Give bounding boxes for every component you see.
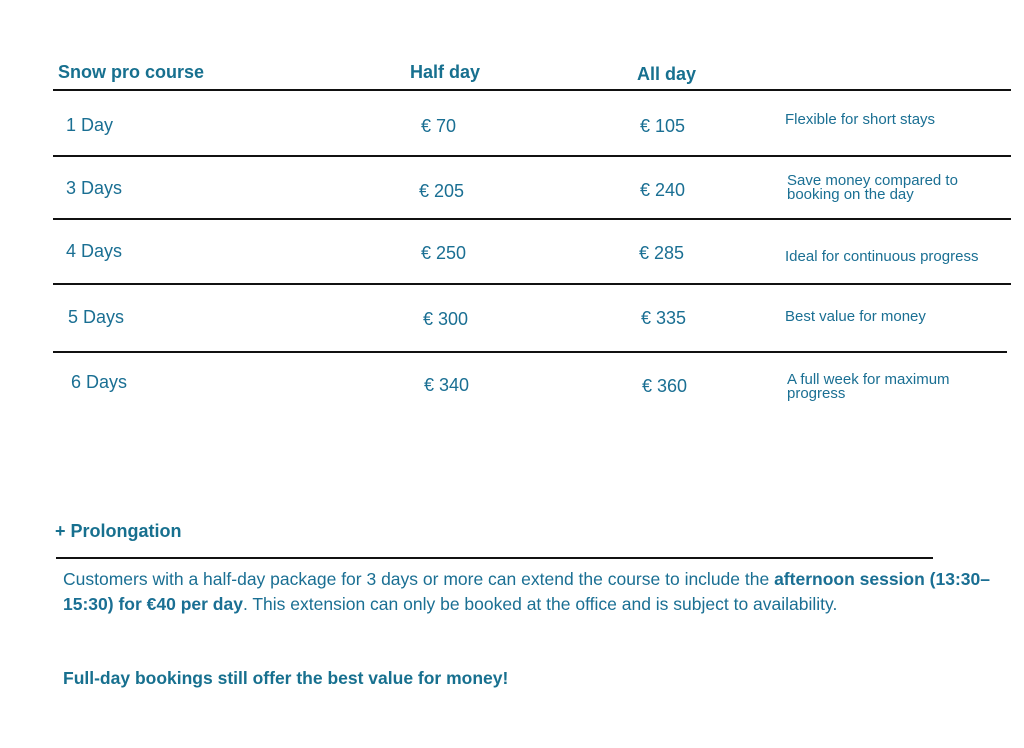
row-1-full-price: € 105 bbox=[640, 116, 686, 136]
row-1-divider bbox=[53, 155, 1011, 157]
prolongation-text-before: Customers with a half-day package for 3 days or more can extend the course to include the bbox=[63, 569, 775, 589]
row-1-note: Flexible for short stays bbox=[785, 111, 936, 128]
closing-statement: Full-day bookings still offer the best value for money! bbox=[63, 668, 509, 688]
header-course: Snow pro course bbox=[58, 62, 205, 82]
row-4-note: Best value for money bbox=[785, 308, 926, 325]
prolongation-paragraph bbox=[63, 567, 1003, 617]
prolongation-divider bbox=[56, 557, 933, 559]
row-3-days: 4 Days bbox=[66, 241, 123, 261]
prolongation-text-bold: afternoon session (13:30–15:30) for €40 per day bbox=[63, 569, 990, 614]
row-5-full-price: € 360 bbox=[642, 376, 688, 396]
row-2-full-price: € 240 bbox=[640, 180, 686, 200]
row-3-half-price: € 250 bbox=[421, 243, 467, 263]
row-5-note: A full week for maximum progress bbox=[787, 371, 950, 402]
row-2-days: 3 Days bbox=[66, 178, 123, 198]
row-4-divider bbox=[53, 351, 1007, 353]
row-4-days: 5 Days bbox=[68, 307, 125, 327]
row-4-full-price: € 335 bbox=[641, 308, 687, 328]
row-1-days: 1 Day bbox=[66, 115, 114, 135]
row-2-divider bbox=[53, 218, 1011, 220]
header-all-day: All day bbox=[637, 64, 697, 84]
header-half-day: Half day bbox=[410, 62, 481, 82]
row-2-note: Save money compared to booking on the day bbox=[787, 172, 958, 203]
row-5-half-price: € 340 bbox=[424, 375, 470, 395]
row-1-half-price: € 70 bbox=[421, 116, 457, 136]
prolongation-text-after: . This extension can only be booked at the office and is subject to availability. bbox=[242, 594, 838, 614]
row-3-divider bbox=[53, 283, 1011, 285]
row-3-note: Ideal for continuous progress bbox=[785, 248, 979, 265]
row-2-half-price: € 205 bbox=[419, 181, 465, 201]
prolongation-title: + Prolongation bbox=[55, 521, 182, 541]
row-3-full-price: € 285 bbox=[639, 243, 685, 263]
row-5-days: 6 Days bbox=[71, 372, 128, 392]
row-4-half-price: € 300 bbox=[423, 309, 469, 329]
header-divider bbox=[53, 89, 1011, 91]
